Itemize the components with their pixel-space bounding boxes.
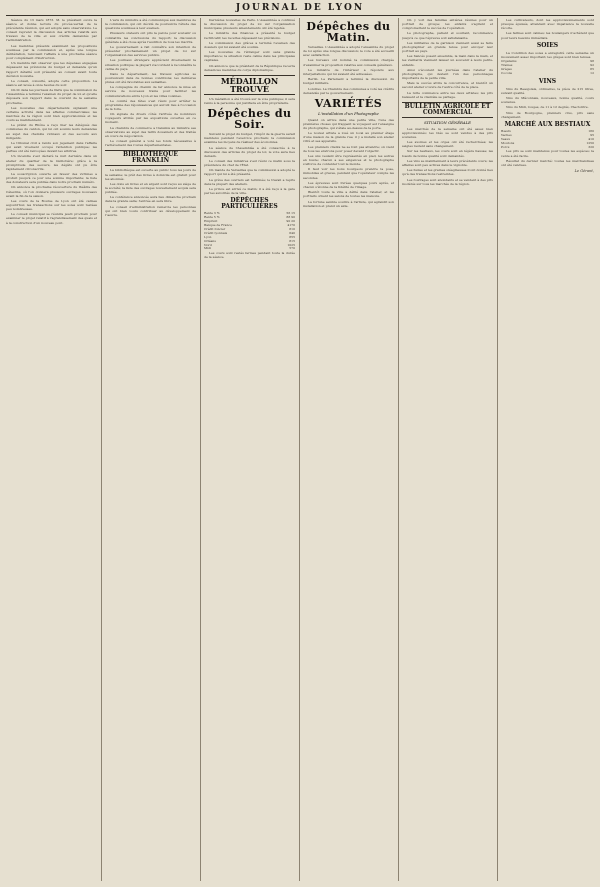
- column-rule: [200, 18, 201, 881]
- article-paragraph: Un membre fait observer que les dépenses engagées dépassent les prévisions du budget et demande qu'un rapport détaillé soit présenté au conseil avant toute décision nouvelle.: [6, 61, 97, 78]
- masthead-title: JOURNAL DE LYON: [235, 3, 365, 13]
- table-label: Organsins: [501, 59, 517, 64]
- article-paragraph: Versailles. L'Assemblée a adopté l'ensemble du projet de loi après une longue discussion; le vote a été accueilli avec satisfaction.: [303, 45, 394, 58]
- section-heading: Dépêches du Matin.: [306, 20, 391, 44]
- section-heading: BULLETIN AGRICOLE ET COMMERCIAL: [402, 102, 493, 118]
- table-label: Rente 3 %: [204, 211, 220, 216]
- table-label: Crédit lyonnais: [204, 230, 228, 235]
- table-value: 320: [588, 144, 594, 149]
- section-heading: VARIÉTÉS: [314, 96, 383, 110]
- article-paragraph: Les uns veulent être représentés en pied, les autres en buste; chacun a ses exigences et le photographe s'efforce de contenter tout le monde.: [303, 153, 394, 167]
- table-row: [501, 72, 594, 76]
- table-label: Moutons: [501, 140, 515, 145]
- article-paragraph: Les fourrages sont abondants et se vendent à des prix modérés sur tous les marchés de la région.: [402, 177, 493, 186]
- section-heading: L'installation d'un Photographe: [318, 110, 379, 116]
- section-heading: VINS: [538, 77, 557, 85]
- table-label: Crédit foncier: [204, 226, 226, 231]
- section-heading: Dépêches du Soir.: [207, 107, 292, 132]
- table-value: 855: [289, 234, 295, 239]
- column-4: [303, 18, 394, 881]
- section-heading: MARCHÉ AUX BESTIAUX: [504, 120, 591, 128]
- table-value: 12: [590, 70, 594, 75]
- article-paragraph: Le nouvel artiste a loué un local au premier étage d'une maison de la grande rue; il y a installé son atelier vitré et ses appareils.: [303, 131, 394, 144]
- section-heading: SITUATION GÉNÉRALE: [424, 119, 471, 125]
- column-rule: [299, 18, 300, 881]
- table-value: 98: [590, 59, 594, 64]
- table-value: 1250: [586, 140, 594, 145]
- column-rule: [101, 18, 102, 881]
- column-3: [204, 18, 295, 881]
- article-paragraph: Londres. La Chambre des communes a voté les crédits demandés par le gouvernement.: [303, 86, 394, 95]
- table-value: 810: [289, 226, 295, 231]
- article-paragraph: On y voit des familles entières réunies pour un portrait de groupe; les enfants s'agitent et compromettent le succès de l'opération.: [402, 18, 493, 31]
- article-paragraph: Les prix se sont maintenus pour toutes les espèces; la vente a été facile.: [501, 149, 594, 158]
- article-paragraph: Les membres présents examinent les propositions soumises par la commission et, après une longue délibération, renvoient l'affaire à une prochaine séance pour complément d'instruction.: [6, 43, 97, 61]
- table-value: 92: [590, 62, 594, 67]
- article-paragraph: La chambre de commerce a transmis au ministre ses observations au sujet des tarifs douaniers et des traités en cours de négociation.: [105, 125, 196, 138]
- article-paragraph: Les huiles et les graines oléagineuses n'ont donné lieu qu'à des transactions restreintes.: [402, 168, 493, 177]
- table-value: 1025: [287, 242, 295, 247]
- article-paragraph: Sur les bestiaux, les cours sont en légère hausse; les bœufs de bonne qualité sont demandés.: [402, 149, 493, 158]
- article-paragraph: Vins du Beaujolais, ordinaires, la pièce de 215 litres, suivant qualité.: [501, 86, 594, 95]
- column-6: [501, 18, 594, 881]
- columns-area: [6, 18, 594, 881]
- article-paragraph: Les premiers clients ne se font pas attendre; on vient de tous les environs pour poser devant l'objectif.: [303, 144, 394, 153]
- article-paragraph: Vins de Bourgogne, premiers crus, prix sans changement.: [501, 110, 594, 119]
- column-1: [6, 18, 97, 881]
- article-paragraph: La lutte commence entre les deux artistes; les prix baissent et la clientèle se partage.: [402, 90, 493, 99]
- table-label: Trames: [501, 62, 513, 67]
- article-paragraph: Le préfet du Rhône a reçu hier les délégués des communes du canton, qui lui ont soumis leurs demandes au sujet des chemins vicinaux et des secours aux indigents.: [6, 123, 97, 140]
- article-paragraph: Les farines sont calmes; les boulangers n'achètent que pour leurs besoins immédiats.: [501, 31, 594, 40]
- article-paragraph: Mais le succès attire la concurrence, et bientôt un second atelier s'ouvre de l'autre côté de la place.: [402, 81, 493, 90]
- table-label: Cocons: [501, 70, 513, 75]
- table-label: Grèges: [501, 66, 512, 71]
- article-paragraph: Les fiancés posent ensemble, la main dans la main, et les vieillards viennent laisser un souvenir à leurs petits-enfants.: [402, 54, 493, 67]
- price-table: [501, 130, 594, 150]
- column-rule: [497, 18, 498, 881]
- article-paragraph: Résultat du dernier marché: toutes les marchandises ont été vendues.: [501, 158, 594, 167]
- table-label: Bœufs: [501, 128, 511, 133]
- article-paragraph: Le photographe, patient et souriant, recommence jusqu'à ce que l'épreuve soit satisfaisante.: [402, 31, 493, 40]
- section-heading: MÉDAILLON TROUVÉ: [204, 75, 295, 95]
- article-paragraph: Les journaux étrangers apprécient diversement la situation politique; la plupart s'accordent à reconnaître le calme du pays.: [105, 58, 196, 71]
- table-value: 180: [588, 128, 594, 133]
- article-paragraph: Les dons en livres et en argent sont reçus au siège de la société; la liste des ouvrages nouvellement acquis sera publiée.: [105, 181, 196, 195]
- article-paragraph: Les vins se maintiennent à leurs précédents cours; les affaires sont peu actives dans le vignoble.: [402, 158, 493, 167]
- article-paragraph: Il faut voir les bons bourgeois prendre la pose, immobiles et graves, pendant que l'opérateur compte les secondes.: [303, 167, 394, 180]
- section-heading: DÉPÊCHES PARTICULIÈRES: [221, 197, 278, 211]
- article-paragraph: Plusieurs orateurs ont pris la parole pour soutenir ou combattre les conclusions du rapport; la discussion générale a été close après l'audition de tous les inscrits.: [105, 31, 196, 44]
- table-value: 90 20: [286, 219, 295, 224]
- article-paragraph: La grève des ouvriers est terminée; le travail a repris dans la plupart des ateliers.: [204, 177, 295, 186]
- article-paragraph: Séance du 13 mars 1873. M. le président ouvre la séance et donne lecture du procès-verbal de la précédente réunion, qui est adopté sans observations. Le conseil reprend la discussion des articles relatifs aux travaux de la ville et aux crédits demandés par l'administration.: [6, 18, 97, 43]
- article-paragraph: Le conseil, consulté, adopte cette proposition. La séance est levée à onze heures du soir.: [6, 78, 97, 87]
- article-paragraph: La compagnie du chemin de fer annonce la mise en service de nouveaux trains pour faciliter les communications entre Lyon et les villes voisines.: [105, 85, 196, 98]
- table-value: 56 15: [286, 211, 295, 216]
- article-paragraph: Berlin. Le Parlement a terminé la discussion du budget militaire.: [303, 77, 394, 86]
- article-paragraph: L'avis du ministre a été communiqué aux membres de la commission, qui ont décidé de poursuivre l'étude des questions soumises à leur examen.: [105, 18, 196, 31]
- table-value: 570: [289, 246, 295, 251]
- article-paragraph: Le ministre des finances a présenté le budget rectificatif; les recettes dépassent les prévisions.: [204, 31, 295, 40]
- table-value: 410: [588, 136, 594, 141]
- article-paragraph: Les avoines et les orges ont été recherchées; les seigles restent sans changement.: [402, 140, 493, 149]
- article-paragraph: Le conseil municipal se réunira jeudi prochain pour examiner le projet relatif à l'agrandissement des quais et à la construction d'un nouveau pont.: [6, 212, 97, 225]
- article-paragraph: Vins du Mâconnais, nouveaux, bonne qualité, cours soutenus.: [501, 96, 594, 105]
- article-paragraph: La séance de l'Assemblée a été consacrée à la discussion des articles du projet de loi; le vote aura lieu demain.: [204, 145, 295, 158]
- table-label: Rente 5 %: [204, 215, 220, 220]
- article-paragraph: Le conseil général a voté les fonds nécessaires à l'achèvement des routes départementales.: [105, 139, 196, 148]
- table-label: Emprunt: [204, 219, 218, 224]
- column-2: [105, 18, 196, 881]
- table-label: Banque de France: [204, 223, 232, 228]
- table-value: 815: [289, 238, 295, 243]
- article-paragraph: La Condition des soies a enregistré cette semaine un mouvement assez important; les grèges sont bien tenues.: [501, 50, 594, 59]
- table-label: Nord: [204, 242, 212, 247]
- article-paragraph: On mande de Versailles que la commission a adopté le rapport qui lui a été présenté.: [204, 168, 295, 177]
- price-table: [501, 60, 594, 76]
- article-paragraph: On annonce la prochaine réouverture du théâtre des Célestins, où l'on donnera plusieurs ouvrages nouveaux avant la fin de la saison.: [6, 185, 97, 198]
- table-label: Veaux: [501, 136, 511, 141]
- article-paragraph: Le prince est arrivé ce matin; il a été reçu à la gare par les autorités de la ville.: [204, 187, 295, 196]
- article-paragraph: Les épreuves sont livrées quelques jours après, et chacun s'étonne de la fidélité de l'image.: [303, 180, 394, 189]
- article-paragraph: Un incendie s'est déclaré la nuit dernière dans un atelier du quartier de la Guillotière; grâce à la promptitude des secours, les dégâts ont pu être rapidement circonscrits.: [6, 154, 97, 171]
- article-paragraph: Les marchés de la semaine ont été assez bien approvisionnés; les blés se sont vendus à des prix soutenus.: [402, 126, 493, 139]
- article-paragraph: Un médaillon a été trouvé sur la voie publique; il sera remis à la personne qui justifiera en être propriétaire.: [204, 96, 295, 105]
- article-paragraph: Ainsi s'écoulent les journées dans l'atelier du photographe, qui devient l'un des personnages importants de la petite ville.: [402, 67, 493, 80]
- article-paragraph: Le ministre de l'intérieur a répondu aux interpellations qui lui avaient été adressées.: [303, 67, 394, 76]
- article-paragraph: La souscription ouverte en faveur des victimes a produit jusqu'à ce jour une somme importante; la liste des donateurs sera publiée dans notre prochain numéro.: [6, 171, 97, 185]
- article-paragraph: Les cours de la Bourse de Lyon ont été calmes aujourd'hui; les transactions sur les soies sont restées peu nombreuses.: [6, 198, 97, 212]
- article-paragraph: Les nouvelles des départements signalent une certaine activité dans les affaires commerciales; les marchés de la région sont bien approvisionnés et les cours se maintiennent.: [6, 105, 97, 123]
- article-paragraph: La commission des grâces a terminé l'examen des dossiers qui lui avaient été soumis.: [204, 40, 295, 49]
- column-rule: [398, 18, 399, 881]
- article-paragraph: On annonce que le président de la République recevra demain les membres du corps diplomatique.: [204, 63, 295, 72]
- table-value: 88 90: [286, 215, 295, 220]
- article-paragraph: Vins du Midi, rouges, de 11 à 12 degrés, l'hectolitre.: [506, 105, 589, 110]
- article-paragraph: La fortune semble sourire à l'artiste, qui agrandit son installation et prend un aide.: [303, 199, 394, 208]
- table-value: 4170: [287, 223, 295, 228]
- table-label: Porcs: [501, 144, 510, 149]
- article-paragraph: Les bureaux ont nommé la commission chargée d'examiner la proposition relative aux conseils généraux.: [303, 58, 394, 67]
- article-paragraph: Quand on arrive dans une petite ville, l'une des premières choses qui frappent le voyageur est l'enseigne du photographe, qui s'étale au-dessus de la porte.: [303, 117, 394, 130]
- table-value: 640: [289, 230, 295, 235]
- article-paragraph: Le comité des fêtes s'est réuni pour arrêter le programme des réjouissances qui auront lieu à l'occasion de la foire.: [105, 98, 196, 111]
- article-paragraph: Bientôt toute la ville a défilé dans l'atelier, et les portraits ornent les salons de toutes les maisons.: [303, 190, 394, 199]
- article-paragraph: La bibliothèque est ouverte au public tous les jours de la semaine; le prêt des livres à domicile est gratuit pour les abonnés.: [105, 168, 196, 181]
- price-table: [204, 212, 295, 251]
- table-label: Vaches: [501, 132, 512, 137]
- signature-line: Le Gérant,: [574, 168, 594, 173]
- article-paragraph: Le conseil d'administration remercie les personnes qui ont bien voulu contribuer au développement de l'œuvre.: [105, 204, 196, 217]
- article-paragraph: Dernières nouvelles de Paris. L'Assemblée a continué la discussion du projet de loi sur l'organisation municipale; plusieurs amendements ont été rejetés.: [204, 18, 295, 31]
- article-paragraph: On lit dans les journaux de Paris que la commission de l'Assemblée a terminé l'examen du projet de loi et qu'elle déposera son rapport dans le courant de la semaine prochaine.: [6, 88, 97, 105]
- section-heading: SOIES: [536, 41, 559, 49]
- table-label: Midi: [204, 246, 211, 251]
- table-value: 95: [590, 132, 594, 137]
- article-paragraph: Suivant le projet du budget, l'impôt de la guerre serait maintenu pendant l'exercice prochain; la commission examine les moyens de réaliser des économies.: [204, 132, 295, 145]
- article-paragraph: Le conseil des ministres s'est réuni ce matin sous la présidence du chef de l'État.: [204, 159, 295, 168]
- article-paragraph: Le gouvernement a fait connaître son intention de présenter prochainement un projet de loi sur l'organisation des services publics.: [105, 44, 196, 58]
- table-label: Orléans: [204, 238, 216, 243]
- article-paragraph: On signale de divers côtés l'arrivée de nombreux voyageurs attirés par les expositions ouvertes en ce moment.: [105, 112, 196, 125]
- section-heading: BIBLIOTHÈQUE FRANKLIN: [105, 150, 196, 166]
- article-paragraph: Les cultivateurs, dont les approvisionnements sont presque épuisés, attendent avec impatience la nouvelle récolte.: [501, 18, 594, 31]
- column-5: [402, 18, 493, 881]
- table-value: 85: [590, 66, 594, 71]
- article-paragraph: Les militaires de la garnison viennent aussi se faire photographier en grande tenue pour envoyer leur portrait au pays.: [402, 40, 493, 54]
- table-label: Lyon: [204, 234, 212, 239]
- masthead-rule: [6, 15, 594, 16]
- article-paragraph: Dans le département, les travaux agricoles se poursuivent dans de bonnes conditions; les dernières pluies ont été favorables aux semailles.: [105, 71, 196, 85]
- article-paragraph: La conférence annoncée aura lieu dimanche prochain dans la grande salle; l'entrée en sera libre.: [105, 195, 196, 204]
- article-paragraph: Les cours sont restés fermes pendant toute la durée de la séance.: [204, 251, 295, 260]
- article-paragraph: Les nouvelles de l'étranger sont sans grande importance; la situation reste calme dans les principales capitales.: [204, 50, 295, 63]
- article-paragraph: Le tribunal civil a rendu son jugement dans l'affaire qui avait vivement occupé l'attention publique; les parties ont été renvoyées devant les arbitres.: [6, 140, 97, 154]
